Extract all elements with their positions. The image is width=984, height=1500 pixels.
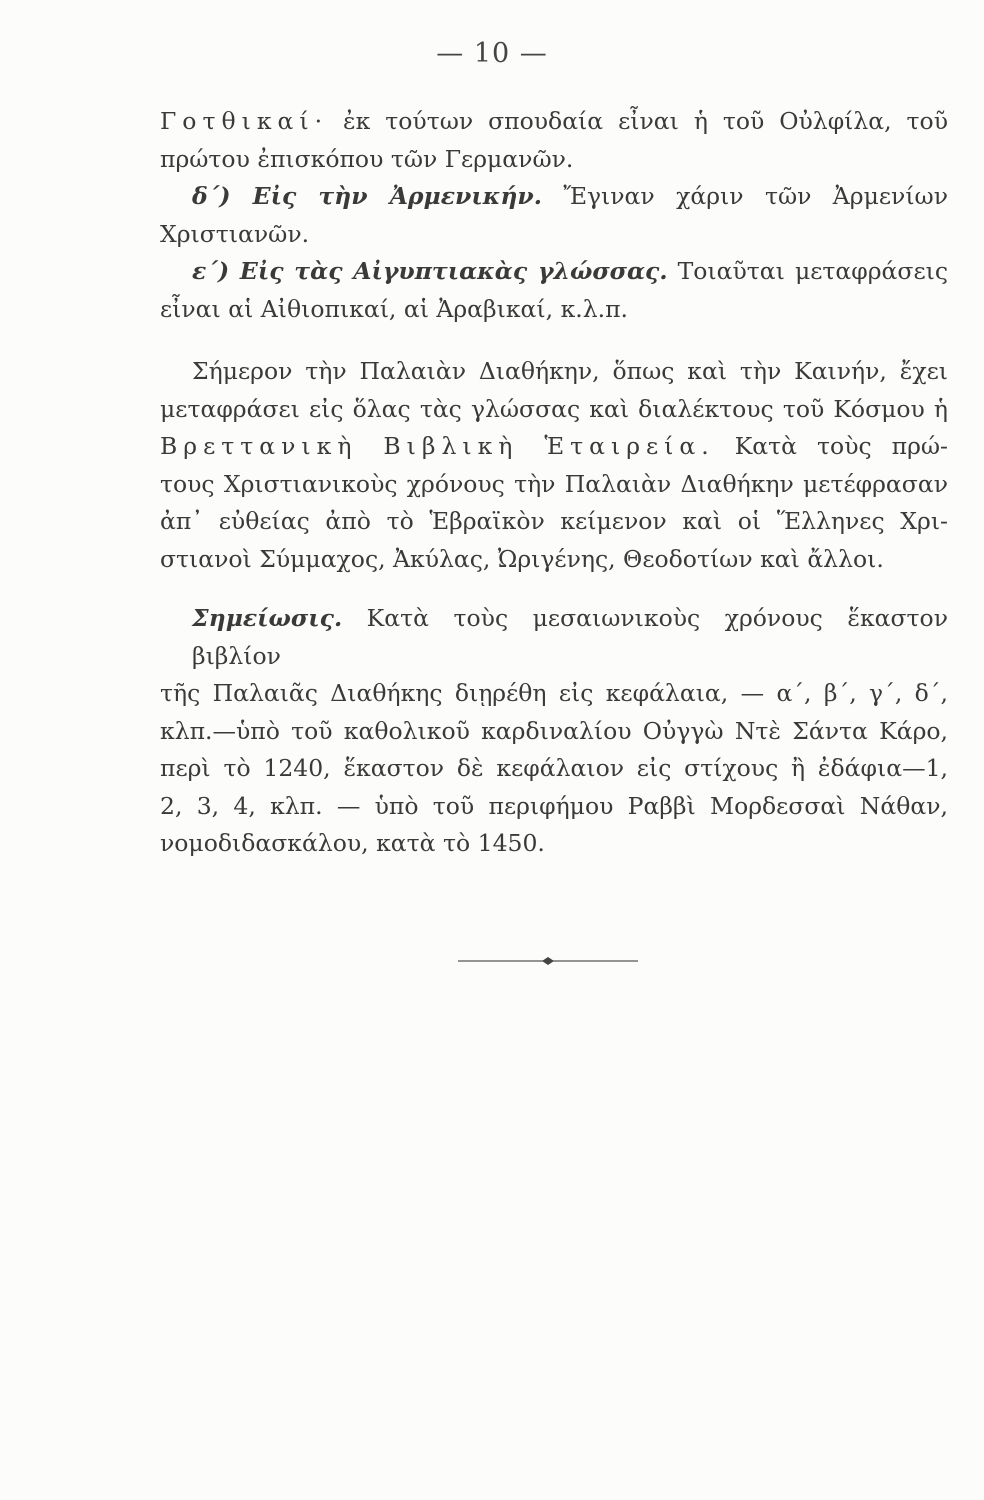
text-line: νομοδιδασκάλου, κατὰ τὸ 1450.	[160, 829, 545, 857]
text-line: 2, 3, 4, κλπ. — ὑπὸ τοῦ περιφήμου Ραββὶ Μορδεσσαὶ Νάθαν,	[160, 791, 948, 820]
list-item-label: δ΄) Εἰς τὴν Ἀρμενικήν.	[192, 182, 542, 210]
text-fragment: ἐκ τούτων σπουδαία εἶναι ἡ τοῦ Οὐλφίλα, τοῦ	[328, 107, 948, 135]
text-line	[160, 103, 948, 141]
text-line: πρώτου ἐπισκόπου τῶν Γερμανῶν.	[160, 144, 574, 173]
text-line	[160, 253, 948, 291]
text-line: στιανοὶ Σύμμαχος, Ἀκύλας, Ὠριγένης, Θεοδοτίων καὶ ἄλλοι.	[160, 544, 884, 573]
text-fragment: Κατὰ τοὺς πρώ-	[714, 432, 948, 460]
text-line	[160, 178, 948, 216]
text-line: εἶναι αἱ Αἰθιοπικαί, αἱ Ἀραβικαί, κ.λ.π.	[160, 294, 629, 323]
text-line: τους Χριστιανικοὺς χρόνους τὴν Παλαιὰν Διαθήκην μετέφρασαν	[160, 469, 948, 498]
text-line: ἀπ᾿ εὐθείας ἀπὸ τὸ Ἑβραϊκὸν κείμενον καὶ οἱ Ἕλληνες Χρι-	[160, 507, 948, 535]
page-number: — 10 —	[436, 38, 548, 69]
note-label: Σημείωσις.	[192, 604, 343, 632]
text-line	[160, 600, 948, 675]
text-line: τῆς Παλαιᾶς Διαθήκης διῃρέθη εἰς κεφάλαια, — α΄, β΄, γ΄, δ΄,	[160, 679, 948, 707]
list-item-label: ε΄) Εἰς τὰς Αἰγυπτιακὰς γλώσσας.	[192, 257, 668, 285]
text-line: Σήμερον τὴν Παλαιὰν Διαθήκην, ὅπως καὶ τὴν Καινήν, ἔχει	[192, 357, 948, 385]
paragraph-note	[160, 600, 950, 863]
text-line	[160, 428, 948, 466]
text-fragment: Κατὰ τοὺς μεσαιωνικοὺς χρόνους ἕκαστον βιβλίον	[192, 604, 948, 670]
lead-word: Γοτθικαί·	[160, 107, 329, 135]
text-line: κλπ.—ὑπὸ τοῦ καθολικοῦ καρδιναλίου Οὐγγὼ Ντὲ Σάντα Κάρο,	[160, 716, 948, 745]
text-line: Χριστιανῶν.	[160, 219, 310, 248]
text-line: περὶ τὸ 1240, ἕκαστον δὲ κεφάλαιον εἰς στίχους ἢ ἐδάφια—1,	[160, 754, 948, 782]
text-fragment: Τοιαῦται μεταφράσεις	[667, 257, 948, 285]
ornament-divider	[458, 955, 638, 967]
text-line: μεταφράσει εἰς ὅλας τὰς γλώσσας καὶ διαλέκτους τοῦ Κόσμου ἡ	[160, 394, 948, 423]
text-fragment: Ἔγιναν χάριν τῶν Ἀρμενίων	[541, 182, 948, 210]
spaced-name: Βρεττανικὴ Βιβλικὴ Ἑταιρεία.	[160, 432, 715, 460]
paragraph-bible-society	[160, 353, 950, 578]
paragraph-translations-list	[160, 103, 950, 328]
